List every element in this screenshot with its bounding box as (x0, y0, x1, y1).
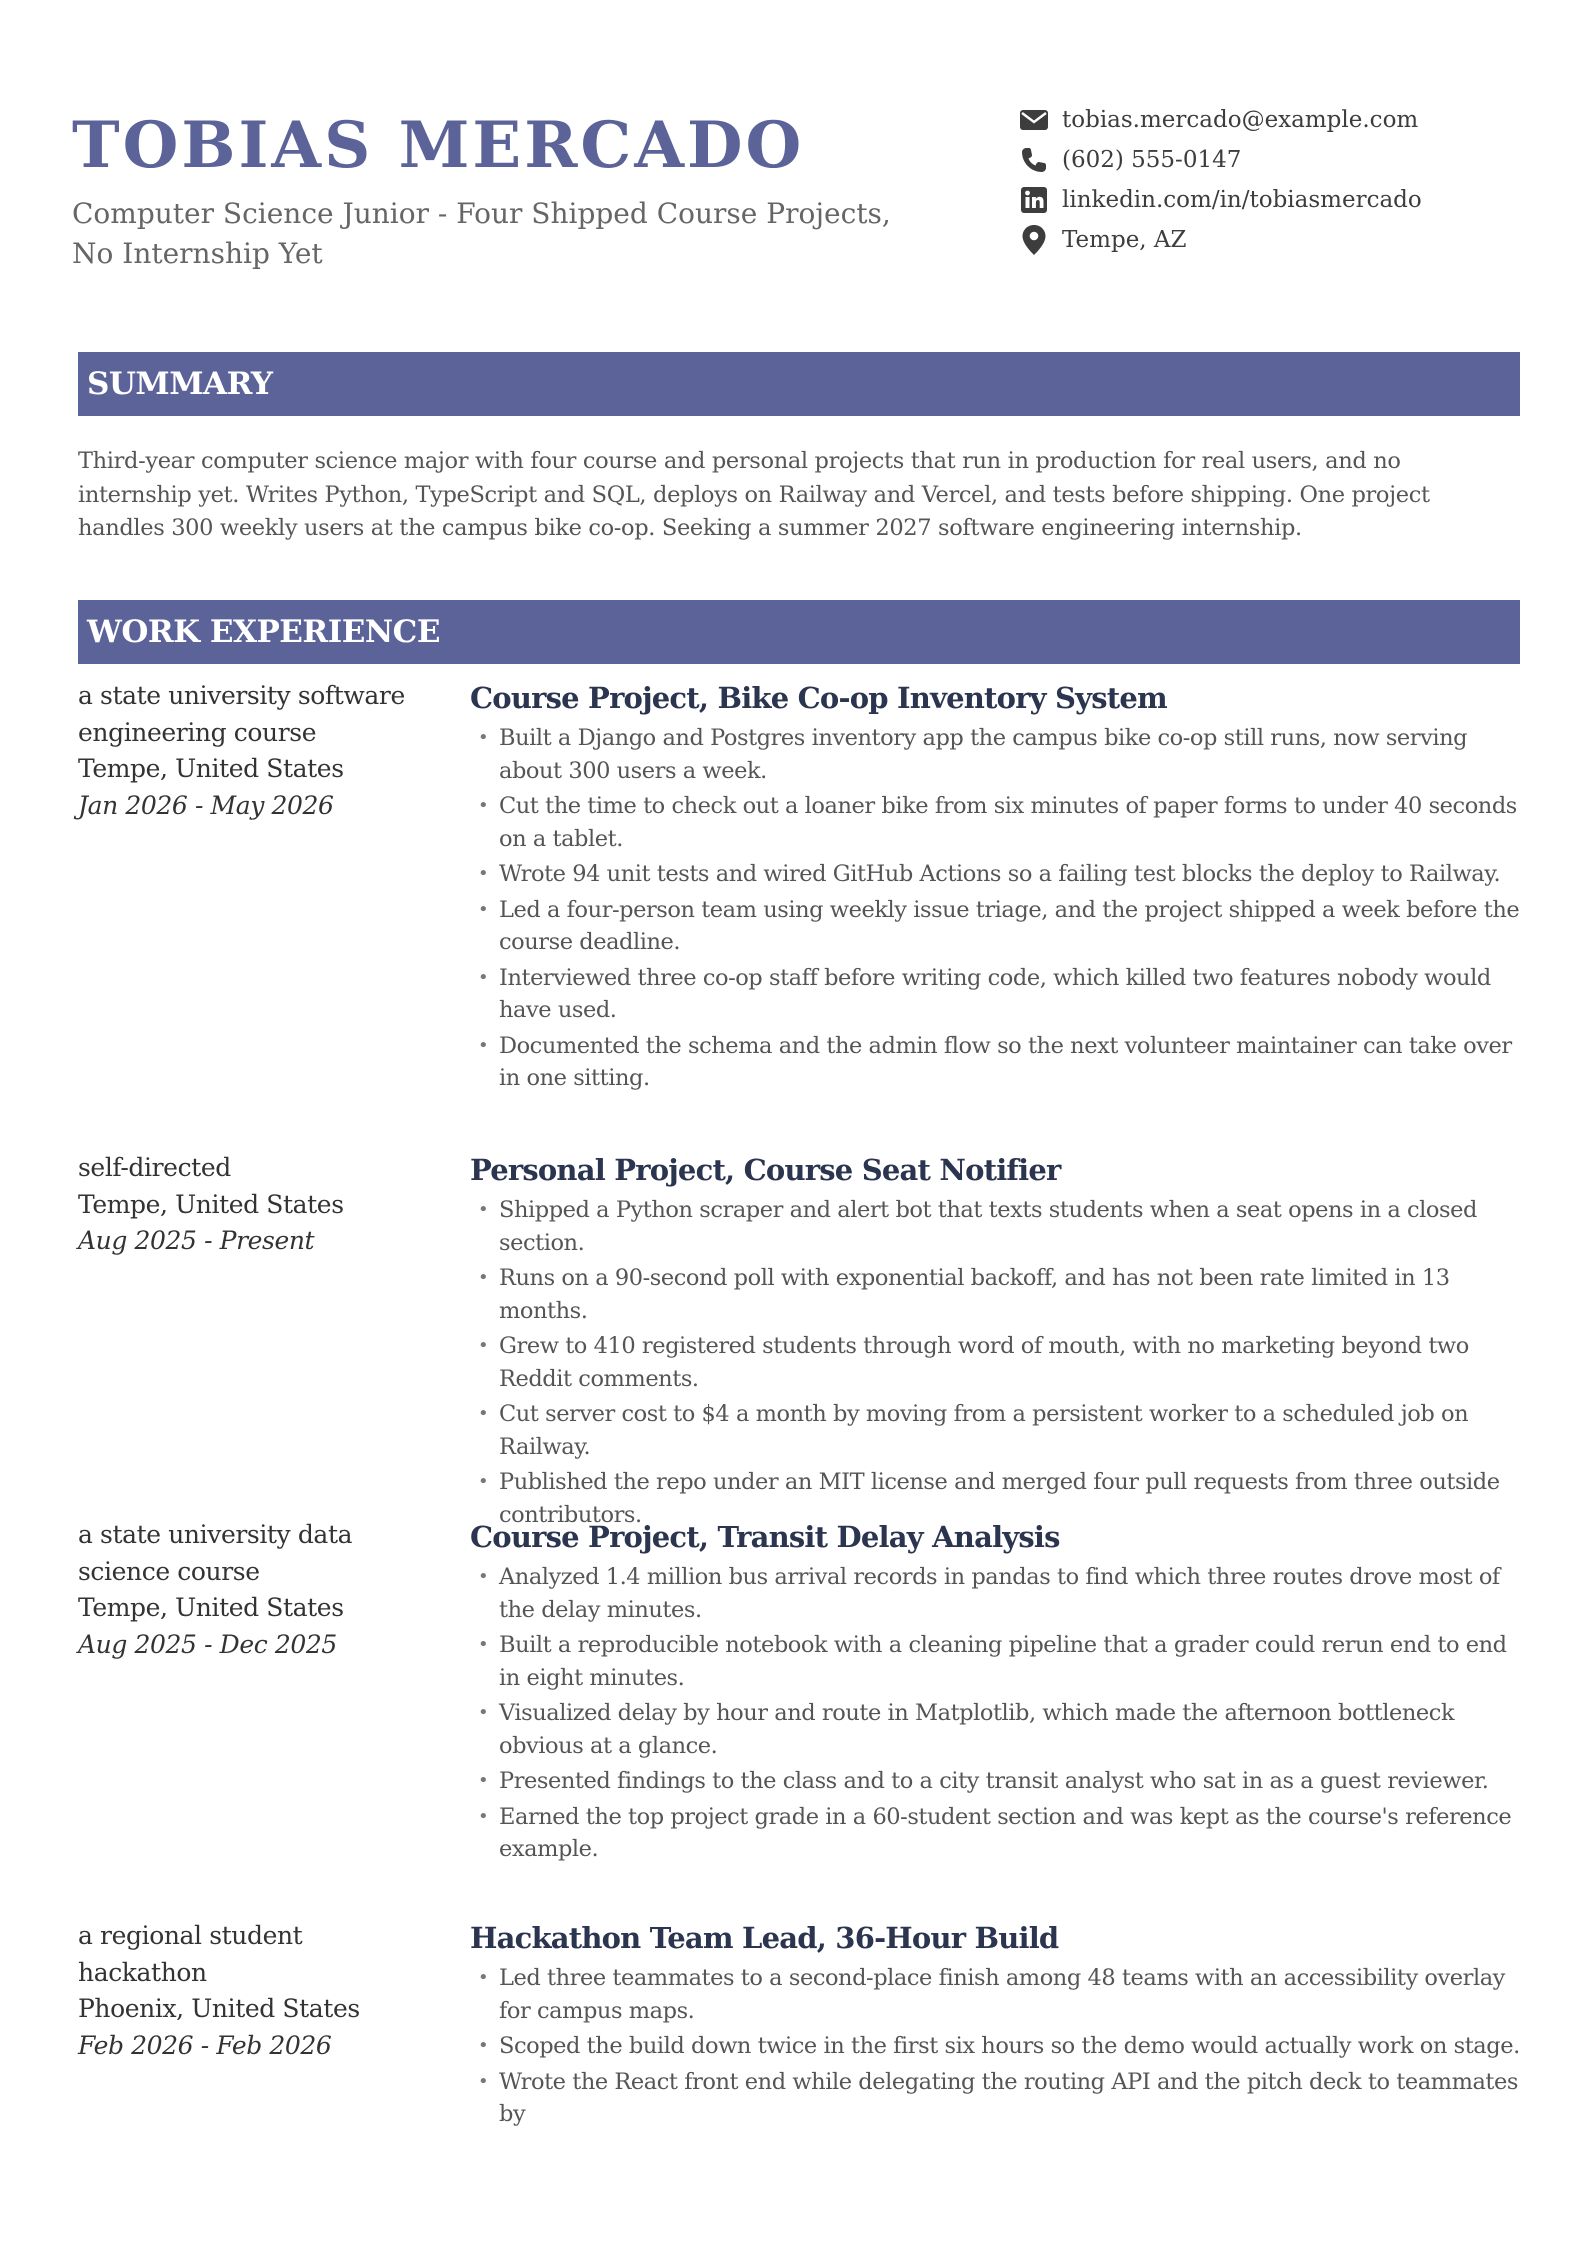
job-meta (78, 1517, 438, 1663)
envelope-icon (1018, 104, 1050, 136)
job-bullets (470, 722, 1522, 1095)
job-bullet: • Built a reproducible notebook with a cleaning pipeline that a grader could rerun end to end in eight minutes. (470, 1629, 1522, 1694)
job-meta (78, 1150, 438, 1260)
job-title: Course Project, Bike Co-op Inventory System (470, 681, 1167, 715)
job-location: Tempe, United States (78, 1593, 344, 1622)
job-bullet: • Interviewed three co-op staff before writing code, which killed two features nobody would have used. (470, 962, 1522, 1027)
job-title: Course Project, Transit Delay Analysis (470, 1520, 1060, 1554)
candidate-name: TOBIAS MERCADO (72, 108, 805, 183)
job-bullet: • Visualized delay by hour and route in Matplotlib, which made the afternoon bottleneck obvious at a glance. (470, 1697, 1522, 1762)
contact-list (1018, 100, 1422, 260)
job-location: Phoenix, United States (78, 1994, 360, 2023)
candidate-headline: Computer Science Junior - Four Shipped Course Projects, No Internship Yet (72, 197, 891, 270)
job-location: Tempe, United States (78, 754, 344, 783)
job-bullet: • Cut server cost to $4 a month by moving from a persistent worker to a scheduled job on Railway. (470, 1398, 1522, 1463)
job-bullet: • Presented findings to the class and to a city transit analyst who sat in as a guest reviewer. (470, 1765, 1522, 1798)
job-location: Tempe, United States (78, 1189, 344, 1219)
job-bullet: • Runs on a 90-second poll with exponential backoff, and has not been rate limited in 13 months. (470, 1262, 1522, 1327)
linkedin-text: linkedin.com/in/tobiasmercado (1062, 187, 1422, 213)
job-bullet: • Analyzed 1.4 million bus arrival records in pandas to find which three routes drove most of the delay minutes. (470, 1561, 1522, 1626)
location-pin-icon (1018, 224, 1050, 256)
job-dates: Feb 2026 - Feb 2026 (78, 2030, 332, 2060)
job-bullet: • Shipped a Python scraper and alert bot that texts students when a seat opens in a closed section. (470, 1194, 1522, 1259)
summary-text: Third-year computer science major with four course and personal projects that run in production for real users, and no internship yet. Writes Python, TypeScript and SQL, deploys on Railway and Vercel, and tests before shipping. One project handles 300 weekly users at the campus bike co-op. Seeking a summer 2027 software engineering internship. (78, 448, 1430, 541)
job-bullet: • Documented the schema and the admin flow so the next volunteer maintainer can take over in one sitting. (470, 1030, 1522, 1095)
job-org: a state university data science course (78, 1520, 353, 1586)
job-bullet: • Wrote 94 unit tests and wired GitHub Actions so a failing test blocks the deploy to Railway. (470, 858, 1522, 891)
job-dates: Jan 2026 - May 2026 (78, 790, 334, 820)
phone-icon (1018, 144, 1050, 176)
email-text: tobias.mercado@example.com (1062, 107, 1419, 133)
job-bullet: • Earned the top project grade in a 60-student section and was kept as the course's reference example. (470, 1801, 1522, 1866)
job-bullet: • Wrote the React front end while delegating the routing API and the pitch deck to teammates by (470, 2066, 1522, 2131)
job-body (470, 1517, 1522, 1869)
contact-linkedin[interactable] (1018, 180, 1422, 220)
job-org: a state university software engineering course (78, 681, 405, 747)
job-bullet: • Cut the time to check out a loaner bike from six minutes of paper forms to under 40 seconds on a tablet. (470, 790, 1522, 855)
job-dates: Aug 2025 - Dec 2025 (78, 1629, 337, 1659)
job-org: a regional student hackathon (78, 1921, 303, 1987)
job-body (470, 1918, 1522, 2134)
phone-text: (602) 555-0147 (1062, 147, 1242, 173)
job-bullet: • Led three teammates to a second-place finish among 48 teams with an accessibility overlay for campus maps. (470, 1962, 1522, 2027)
linkedin-icon (1018, 184, 1050, 216)
contact-email[interactable] (1018, 100, 1422, 140)
job-dates: Aug 2025 - Present (78, 1226, 315, 1255)
location-text: Tempe, AZ (1062, 227, 1187, 253)
work-experience-heading: WORK EXPERIENCE (78, 600, 1520, 664)
job-bullets (470, 1962, 1522, 2131)
job-bullets (470, 1561, 1522, 1866)
job-meta (78, 678, 438, 824)
job-bullet: • Scoped the build down twice in the first six hours so the demo would actually work on stage. (470, 2030, 1522, 2063)
job-bullet: • Built a Django and Postgres inventory app the campus bike co-op still runs, now serving about 300 users a week. (470, 722, 1522, 787)
job-body (470, 1150, 1522, 1534)
contact-phone[interactable] (1018, 140, 1422, 180)
job-org: self-directed (78, 1153, 231, 1182)
job-bullets (470, 1194, 1522, 1531)
contact-location (1018, 220, 1422, 260)
job-bullet: • Published the repo under an MIT license and merged four pull requests from three outside contributors. (470, 1466, 1522, 1531)
job-meta (78, 1918, 438, 2064)
job-title: Personal Project, Course Seat Notifier (470, 1153, 1061, 1187)
job-body (470, 678, 1522, 1098)
summary-heading: SUMMARY (78, 352, 1520, 416)
job-bullet: • Led a four-person team using weekly issue triage, and the project shipped a week before the course deadline. (470, 894, 1522, 959)
job-bullet: • Grew to 410 registered students through word of mouth, with no marketing beyond two Reddit comments. (470, 1330, 1522, 1395)
job-title: Hackathon Team Lead, 36-Hour Build (470, 1921, 1059, 1955)
